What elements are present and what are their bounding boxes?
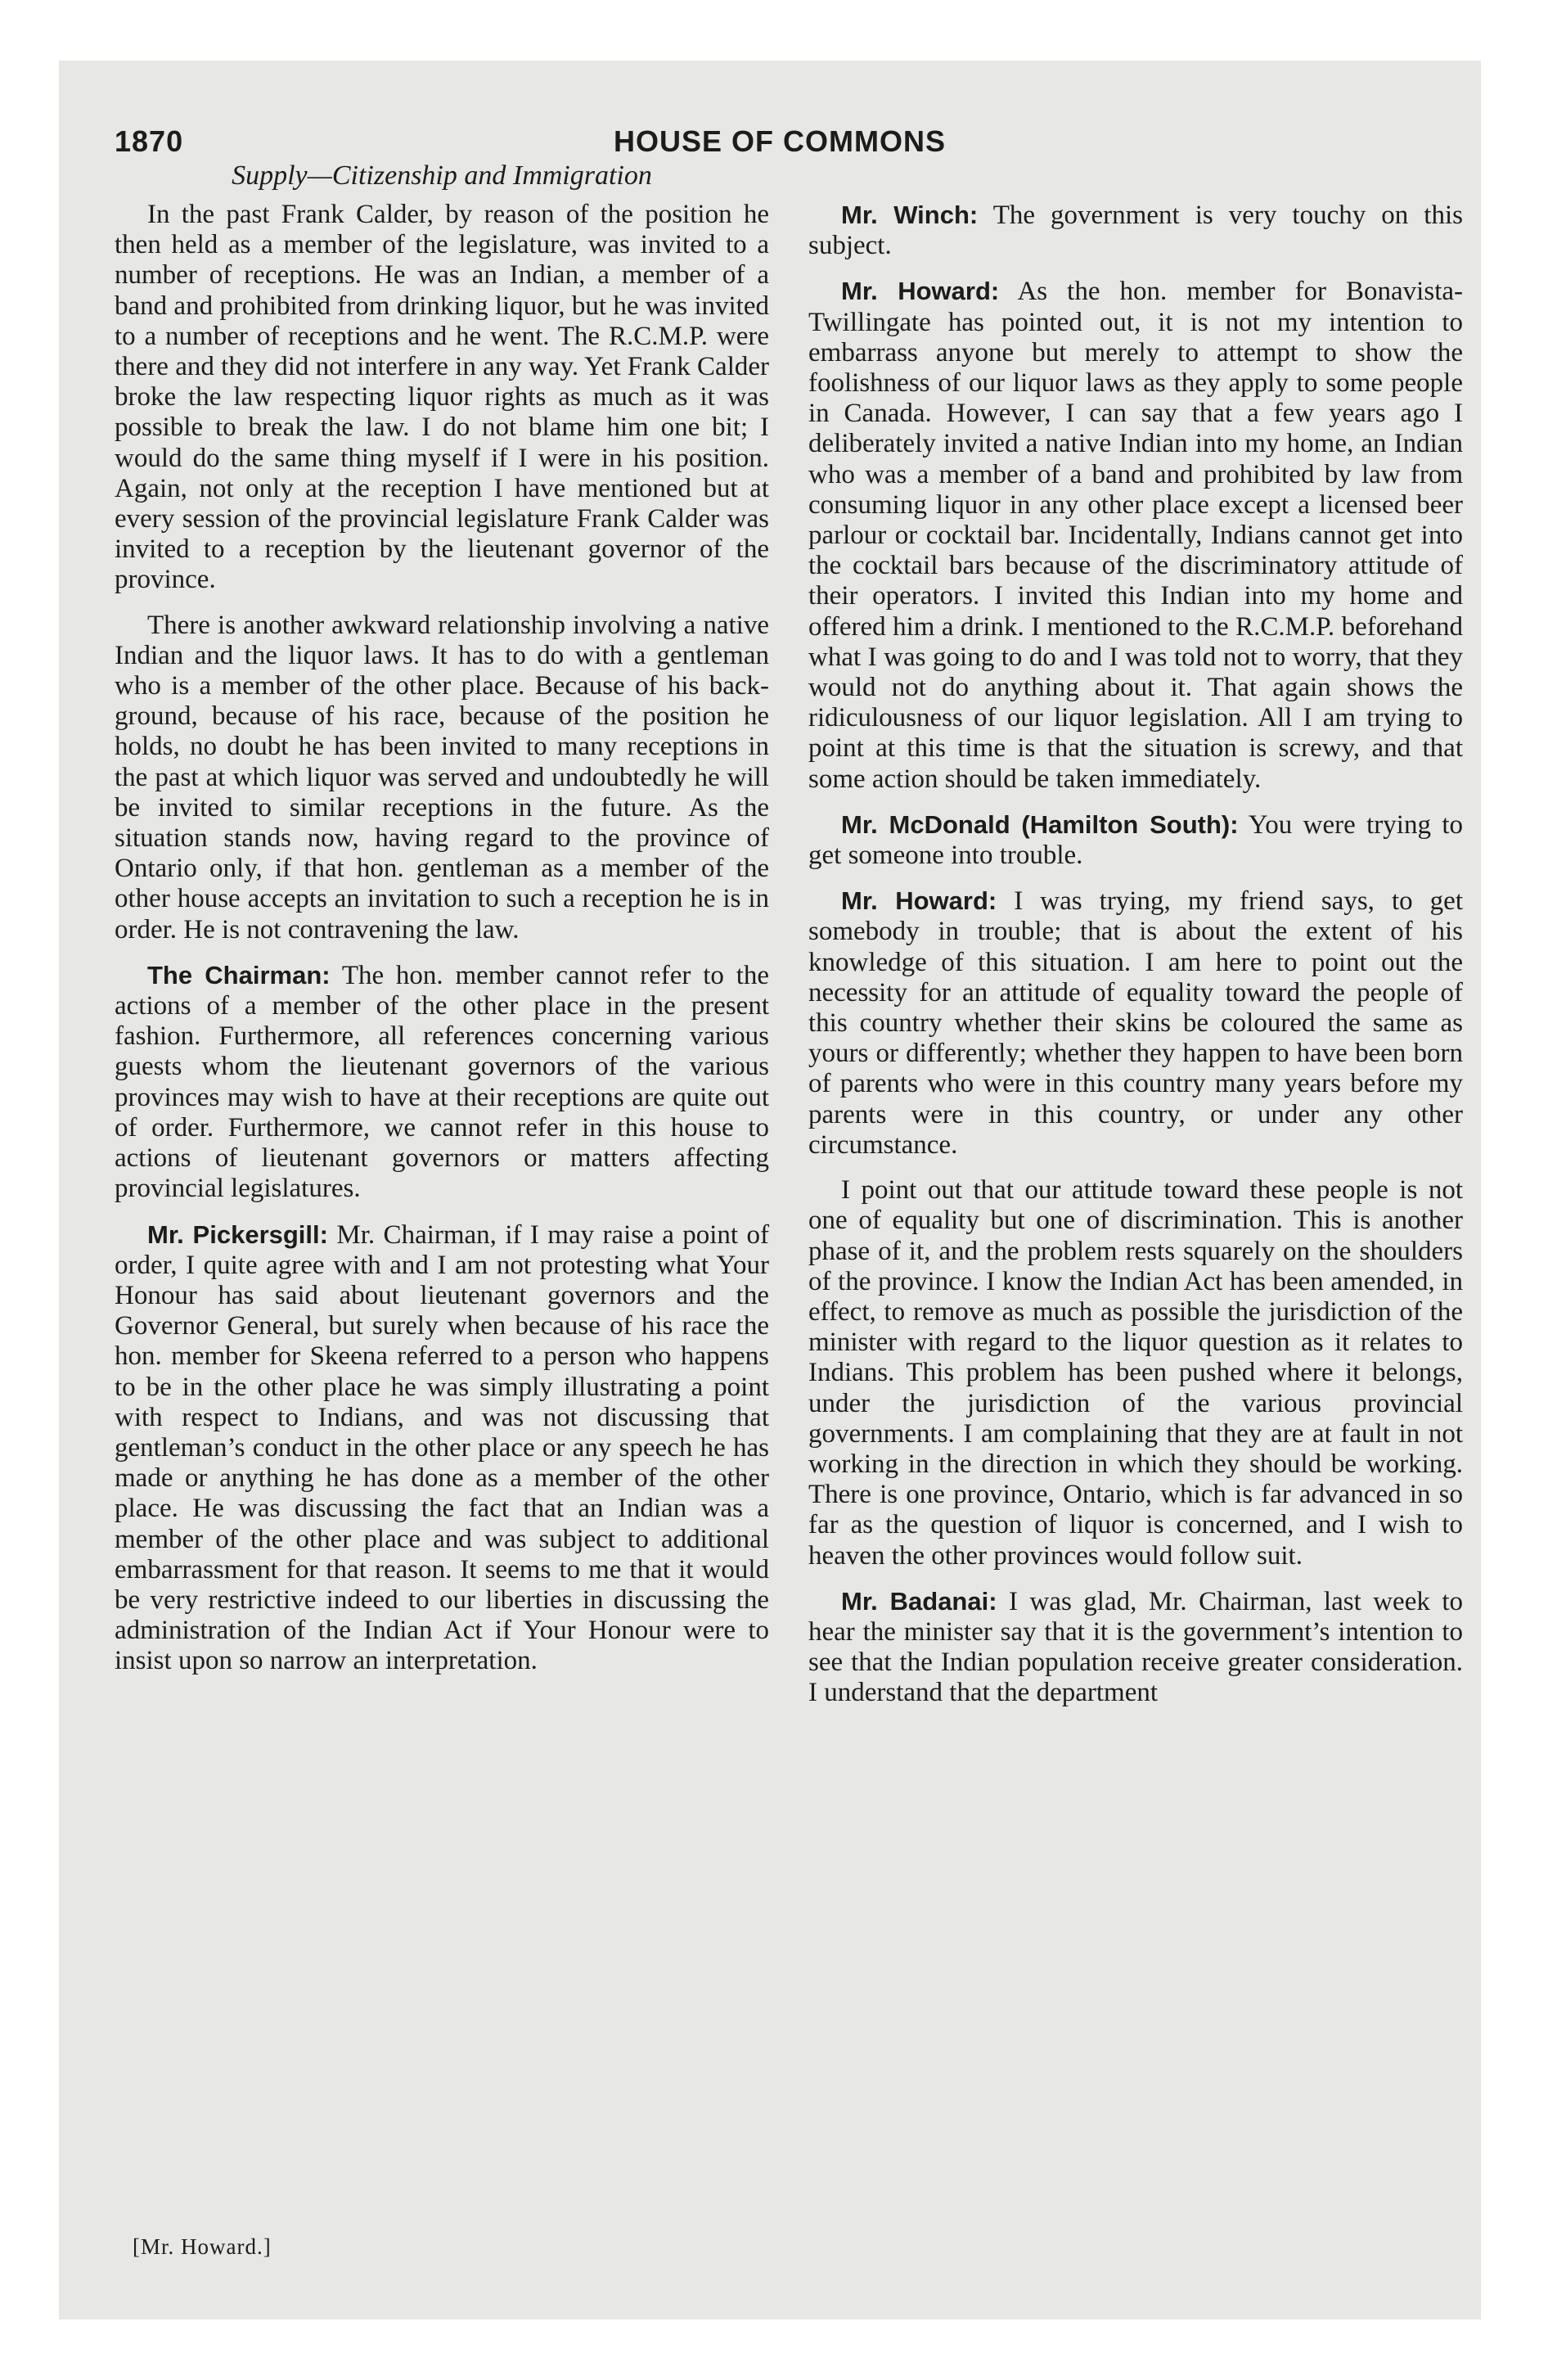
paragraph	[115, 200, 769, 596]
speaker-name: Mr. Pickersgill:	[147, 1219, 328, 1249]
speech-paragraph	[808, 200, 1463, 261]
paragraph-text: You were trying to get someone into trouble.	[808, 809, 1464, 871]
paragraph	[115, 611, 769, 945]
speech-paragraph	[808, 276, 1463, 794]
hansard-page	[115, 110, 1465, 2352]
paragraph	[808, 1175, 1463, 1571]
speech-paragraph	[808, 809, 1463, 871]
speaker-name: The Chairman:	[147, 960, 331, 989]
section-heading: Supply—Citizenship and Immigration	[232, 160, 652, 191]
speaker-name: Mr. Howard:	[841, 277, 1000, 306]
paragraph-text: The government is very touchy on this subject.	[808, 201, 1463, 261]
speech-paragraph	[115, 960, 769, 1205]
page-number: 1870	[115, 124, 184, 158]
speaker-name: Mr. McDonald (Hamilton South):	[841, 809, 1239, 839]
running-title: HOUSE OF COMMONS	[614, 124, 947, 158]
paragraph-text: As the hon. member for Bonavista-Twillingate has pointed out, it is not my intention to embarrass anyone but merely to attempt to show the foolishness of our liquor laws as they apply to some people in Canada. However, I can say that a few years ago I deliberately invited a native Indian into my home, an Indian who was a member of a band and prohibited by law from consuming liquor in any other place except a licensed beer parlour or cocktail bar. Incidentally, Indians cannot get into the cocktail bars because of the discriminatory attitude of their operators. I invited this Indian into my home and offered him a drink. I mentioned to the R.C.M.P. beforehand what I was going to do and I was told not to worry, that they would not do anything about it. That again shows the ridiculousness of our liquor legislation. All I am trying to point at this time is that the situation is screwy, and that some action should be taken immediately.	[808, 277, 1463, 794]
paragraph-text: I was glad, Mr. Chairman, last week to hear the minister say that it is the government’s intention to see that the Indian population receive greater consideration. I understand that the department	[808, 1586, 1463, 1708]
speech-paragraph	[115, 1219, 769, 1677]
right-column	[808, 200, 1463, 1724]
paragraph-text: The hon. member cannot refer to the actions of a member of the other place in the present fashion. Furthermore, all references concerning various guests whom the lieutenant governors of the various provinces may wish to have at their receptions are quite out of order. Furthermore, we cannot refer in this house to actions of lieutenant governors or matters affecting provincial legislatures.	[115, 960, 770, 1204]
paragraph-text: I was trying, my friend says, to get somebody in trouble; that is about the extent of his knowledge of this situation. I am here to point out the necessity for an attitude of equality toward the people of this country whether their skins be coloured the same as yours or differently; whether they happen to have been born of parents who were in this country many years before my parents were in this country, or under any other circumstance.	[808, 886, 1463, 1160]
paragraph-text: I point out that our attitude toward these people is not one of equality but one of discrimination. This is another phase of it, and the problem rests squarely on the shoulders of the province. I know the Indian Act has been amended, in effect, to remove as much as possible the jurisdiction of the minister with regard to the liquor question as it relates to Indians. This problem has been pushed where it belongs, under the jurisdiction of the various provincial governments. I am complaining that they are at fault in not working in the direction in which they should be working. There is one province, Ontario, which is far advanced in so far as the question of liquor is concerned, and I wish to heaven the other provinces would follow suit.	[808, 1175, 1463, 1571]
speech-paragraph	[808, 1586, 1463, 1709]
paragraph-text: There is another awkward relationship involving a native Indian and the liquor laws. It has to do with a gentleman who is a member of the other place. Because of his background, because of his race, because of the position he holds, no doubt he has been invited to many receptions in the past at which liquor was served and undoubtedly he will be invited to similar receptions in the future. As the situation stands now, having regard to the province of Ontario only, if that hon. gentleman as a member of the other house accepts an invitation to such a reception he is in order. He is not contravening the law.	[115, 610, 769, 944]
paragraph-text: In the past Frank Calder, by reason of the position he then held as a member of the legislature, was invited to a number of receptions. He was an Indian, a member of a band and prohibited from drinking liquor, but he was invited to a number of receptions and he went. The R.C.M.P. were there and they did not interfere in any way. Yet Frank Calder broke the law respecting liquor rights as much as it was possible to break the law. I do not blame him one bit; I would do the same thing myself if I were in his position. Again, not only at the reception I have mentioned but at every session of the provincial legislature Frank Calder was invited to a reception by the lieutenant governor of the province.	[115, 200, 769, 595]
left-column	[115, 200, 769, 1692]
speaker-name: Mr. Howard:	[841, 886, 997, 916]
speech-paragraph	[808, 886, 1463, 1161]
speaker-name: Mr. Badanai:	[841, 1586, 997, 1616]
footer-speaker-tag: [Mr. Howard.]	[133, 2234, 272, 2259]
speaker-name: Mr. Winch:	[841, 201, 979, 229]
paragraph-text: Mr. Chairman, if I may raise a point of order, I quite agree with and I am not protesting what Your Honour has said about lieutenant governors and the Governor General, but surely when because of his race the hon. member for Skeena referred to a person who happens to be in the other place he was simply illustrating a point with respect to Indians, and was not discussing that gentleman’s conduct in the other place or any speech he has made or anything he has done as a member of the other place. He was discussing the fact that an Indian was a member of the other place and was subject to additional embarrassment for that reason. It seems to me that it would be very restrictive indeed to our liberties in discussing the administration of the Indian Act if Your Honour were to insist upon so narrow an interpretation.	[115, 1219, 769, 1676]
